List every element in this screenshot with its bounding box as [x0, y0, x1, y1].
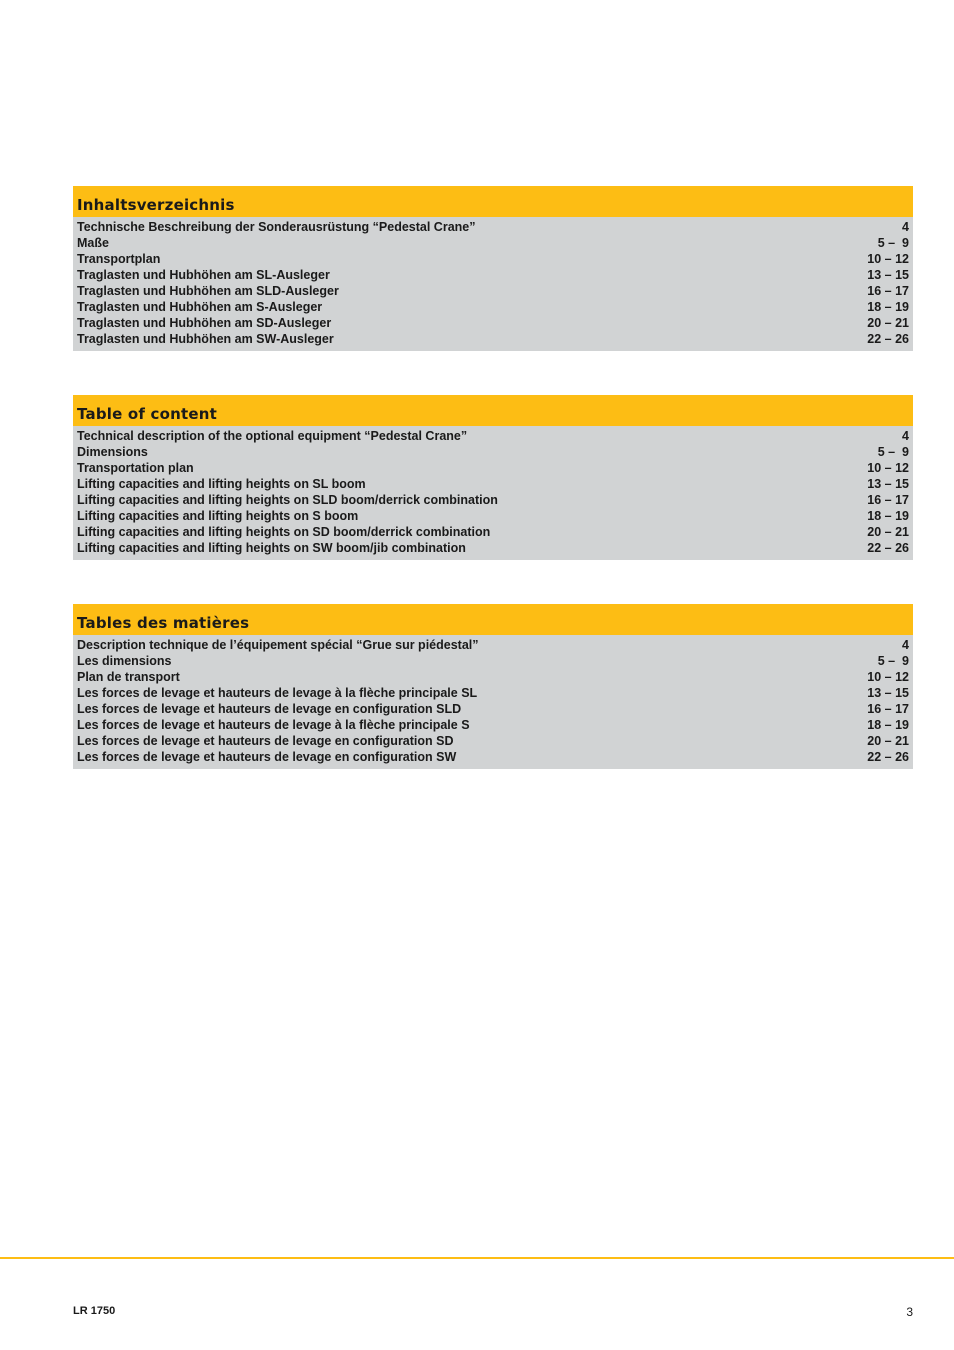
toc-entry-pages: 22 – 26	[867, 750, 909, 764]
toc-entry-text: Traglasten und Hubhöhen am SD-Ausleger	[77, 316, 332, 330]
toc-entry-text: Les forces de levage et hauteurs de levage à la flèche principale SL	[77, 686, 478, 700]
toc-row[interactable]	[77, 251, 909, 267]
toc-entry-text: Traglasten und Hubhöhen am S-Ausleger	[77, 300, 323, 314]
toc-entry-pages: 16 – 17	[867, 493, 909, 507]
toc-entry-pages: 5 – 9	[877, 236, 909, 250]
footer-divider	[0, 1257, 954, 1259]
toc-entry-pages: 10 – 12	[867, 670, 909, 684]
toc-entry-text: Lifting capacities and lifting heights on SW boom/jib combination	[77, 541, 466, 555]
toc-title: Tables des matières	[77, 614, 250, 632]
toc-section-german	[73, 186, 913, 351]
toc-title: Inhaltsverzeichnis	[77, 196, 235, 214]
toc-row[interactable]	[77, 540, 909, 556]
toc-header	[73, 186, 913, 217]
toc-row[interactable]	[77, 701, 909, 717]
toc-entry-text: Technical description of the optional equipment “Pedestal Crane”	[77, 429, 468, 443]
toc-entry-pages: 10 – 12	[867, 461, 909, 475]
toc-entry-text: Traglasten und Hubhöhen am SW-Ausleger	[77, 332, 334, 346]
toc-list	[73, 217, 913, 351]
toc-entry-pages: 22 – 26	[867, 541, 909, 555]
toc-row[interactable]	[77, 315, 909, 331]
toc-row[interactable]	[77, 669, 909, 685]
toc-row[interactable]	[77, 492, 909, 508]
toc-entry-text: Description technique de l’équipement spécial “Grue sur piédestal”	[77, 638, 479, 652]
toc-row[interactable]	[77, 235, 909, 251]
toc-row[interactable]	[77, 283, 909, 299]
toc-entry-text: Maße	[77, 236, 109, 250]
toc-entry-text: Les forces de levage et hauteurs de levage en configuration SLD	[77, 702, 462, 716]
toc-entry-pages: 4	[902, 220, 909, 234]
toc-entry-pages: 4	[902, 638, 909, 652]
toc-row[interactable]	[77, 299, 909, 315]
toc-header	[73, 395, 913, 426]
toc-list	[73, 635, 913, 769]
toc-entry-pages: 10 – 12	[867, 252, 909, 266]
toc-row[interactable]	[77, 637, 909, 653]
toc-row[interactable]	[77, 331, 909, 347]
toc-entry-text: Transportplan	[77, 252, 161, 266]
toc-section-french	[73, 604, 913, 769]
toc-entry-text: Lifting capacities and lifting heights on SL boom	[77, 477, 366, 491]
toc-entry-pages: 16 – 17	[867, 702, 909, 716]
toc-entry-pages: 13 – 15	[867, 686, 909, 700]
toc-entry-text: Les forces de levage et hauteurs de levage à la flèche principale S	[77, 718, 470, 732]
toc-entry-pages: 20 – 21	[867, 734, 909, 748]
toc-entry-pages: 5 – 9	[877, 654, 909, 668]
toc-row[interactable]	[77, 508, 909, 524]
toc-entry-text: Lifting capacities and lifting heights on S boom	[77, 509, 359, 523]
toc-row[interactable]	[77, 444, 909, 460]
toc-row[interactable]	[77, 733, 909, 749]
toc-row[interactable]	[77, 653, 909, 669]
toc-entry-pages: 16 – 17	[867, 284, 909, 298]
toc-title: Table of content	[77, 405, 218, 423]
toc-entry-text: Les dimensions	[77, 654, 172, 668]
toc-entry-pages: 18 – 19	[867, 300, 909, 314]
toc-entry-pages: 13 – 15	[867, 477, 909, 491]
toc-entry-pages: 18 – 19	[867, 718, 909, 732]
footer-page-number: 3	[906, 1305, 913, 1319]
toc-row[interactable]	[77, 476, 909, 492]
toc-entry-text: Lifting capacities and lifting heights on SLD boom/derrick combination	[77, 493, 498, 507]
toc-row[interactable]	[77, 749, 909, 765]
toc-row[interactable]	[77, 428, 909, 444]
toc-row[interactable]	[77, 219, 909, 235]
toc-row[interactable]	[77, 460, 909, 476]
toc-row[interactable]	[77, 524, 909, 540]
toc-entry-text: Transportation plan	[77, 461, 194, 475]
toc-entry-pages: 20 – 21	[867, 316, 909, 330]
toc-entry-pages: 13 – 15	[867, 268, 909, 282]
toc-row[interactable]	[77, 267, 909, 283]
toc-entry-pages: 4	[902, 429, 909, 443]
toc-entry-text: Traglasten und Hubhöhen am SLD-Ausleger	[77, 284, 339, 298]
toc-entry-text: Les forces de levage et hauteurs de levage en configuration SW	[77, 750, 457, 764]
toc-row[interactable]	[77, 717, 909, 733]
toc-section-english	[73, 395, 913, 560]
toc-entry-pages: 5 – 9	[877, 445, 909, 459]
toc-entry-pages: 20 – 21	[867, 525, 909, 539]
toc-entry-text: Traglasten und Hubhöhen am SL-Ausleger	[77, 268, 330, 282]
toc-entry-pages: 18 – 19	[867, 509, 909, 523]
footer-model-name: LR 1750	[73, 1305, 116, 1317]
toc-entry-text: Lifting capacities and lifting heights on SD boom/derrick combination	[77, 525, 491, 539]
toc-entry-text: Technische Beschreibung der Sonderausrüstung “Pedestal Crane”	[77, 220, 476, 234]
toc-entry-text: Plan de transport	[77, 670, 180, 684]
toc-row[interactable]	[77, 685, 909, 701]
toc-header	[73, 604, 913, 635]
toc-entry-text: Dimensions	[77, 445, 148, 459]
toc-entry-pages: 22 – 26	[867, 332, 909, 346]
toc-entry-text: Les forces de levage et hauteurs de levage en configuration SD	[77, 734, 454, 748]
toc-list	[73, 426, 913, 560]
